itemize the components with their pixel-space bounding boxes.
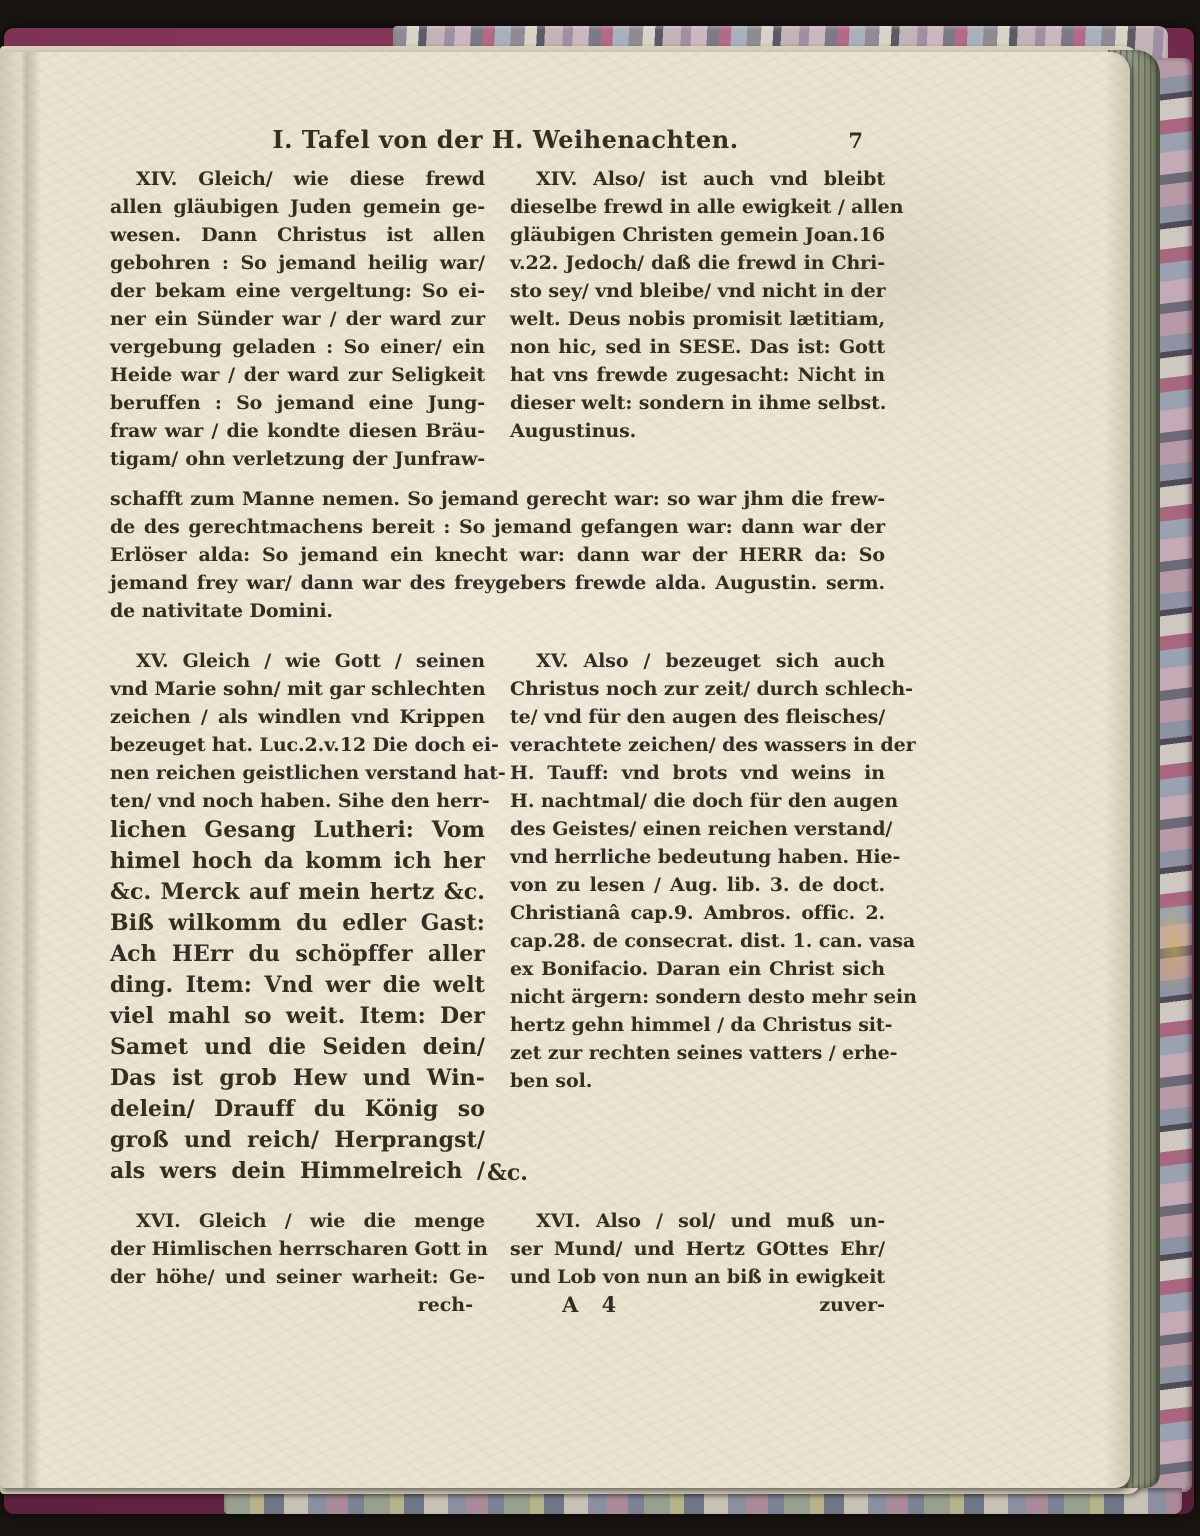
text-line: v.22. Jedoch/ daß die frewd in Chri- [510, 252, 885, 274]
text-line: XIV. Also/ ist auch vnd bleibt [536, 168, 885, 190]
text-line: ner ein Sünder war / der ward zur [110, 308, 485, 330]
text-line: nen reichen geistlichen verstand hat- [110, 762, 506, 784]
text-line: gläubigen Christen gemein Joan.16 [510, 224, 885, 246]
text-line: beruffen : So jemand eine Jung- [110, 392, 485, 414]
catchword-row [110, 1291, 885, 1319]
running-header [110, 125, 885, 163]
running-header-title: I. Tafel von der H. Weihenachten. [272, 125, 739, 154]
text-line: welt. Deus nobis promisit lætitiam, [510, 308, 885, 330]
text-line: jemand frey war/ dann war des freygebers frewde alda. Augustin. serm. [110, 572, 885, 594]
page-number: 7 [848, 128, 863, 153]
text-line: ten/ vnd noch haben. Sihe den herr- [110, 790, 490, 812]
text-line: H. Tauff: vnd brots vnd weins in [510, 762, 885, 784]
text-line: XV. Also / bezeuget sich auch [536, 650, 885, 672]
text-line: vnd Marie sohn/ mit gar schlechten [110, 678, 486, 700]
text-line: allen gläubigen Juden gemein ge- [110, 196, 485, 218]
text-line: XVI. Gleich / wie die menge [136, 1210, 485, 1232]
text-line: als wers dein Himmelreich / [110, 1158, 485, 1184]
section-xiv-full-width-paragraph [110, 485, 885, 625]
text-line: &c. Merck auf mein hertz &c. [110, 879, 485, 905]
text-line: de nativitate Domini. [110, 600, 333, 622]
text-line: ser Mund/ und Hertz GOttes Ehr/ [510, 1238, 885, 1260]
text-line: und Lob von nun an biß in ewigkeit [510, 1266, 885, 1288]
text-line: tigam/ ohn verletzung der Junfraw- [110, 448, 485, 470]
signature-mark: A 4 [562, 1292, 617, 1317]
text-line: de des gerechtmachens bereit : So jemand gefangen war: dann war der [110, 516, 885, 538]
text-line: Christus noch zur zeit/ durch schlech- [510, 678, 913, 700]
text-line: der bekam eine vergeltung: So ei- [110, 280, 485, 302]
text-line: zet zur rechten seines vatters / erhe- [510, 1042, 898, 1064]
text-line: te/ vnd für den augen des fleisches/ [510, 706, 886, 728]
text-line: XIV. Gleich/ wie diese frewd [136, 168, 485, 190]
text-line: Samet und die Seiden dein/ [110, 1034, 485, 1060]
section-xv-right-column [510, 647, 917, 1095]
text-line: Heide war / der ward zur Seligkeit [110, 364, 485, 386]
catchword-left: rech- [417, 1294, 473, 1316]
text-line: ex Bonifacio. Daran ein Christ sich [510, 958, 885, 980]
text-line: hertz gehn himmel / da Christus sit- [510, 1014, 893, 1036]
text-line: der Himlischen herrscharen Gott in [110, 1238, 488, 1260]
text-line: wesen. Dann Christus ist allen [110, 224, 485, 246]
text-line: bezeuget hat. Luc.2.v.12 Die doch ei- [110, 734, 499, 756]
text-line: delein/ Drauff du König so [110, 1096, 485, 1122]
text-line: verachtete zeichen/ des wassers in der [510, 734, 916, 756]
text-line: sto sey/ vnd bleibe/ vnd nicht in der [510, 280, 886, 302]
text-line: Biß wilkomm du edler Gast: [110, 910, 485, 936]
catchword-right: zuver- [819, 1294, 885, 1316]
text-line: fraw war / die kondte diesen Bräu- [110, 420, 485, 442]
text-line: non hic, sed in SESE. Das ist: Gott [510, 336, 885, 358]
text-line: Christianâ cap.9. Ambros. offic. 2. [510, 902, 885, 924]
text-line: des Geistes/ einen reichen verstand/ [510, 818, 893, 840]
text-line: vnd herrliche bedeutung haben. Hie- [510, 846, 901, 868]
text-line: cap.28. de consecrat. dist. 1. can. vasa [510, 930, 916, 952]
catchword-row-left [110, 1291, 485, 1319]
section-xv-left-column [110, 647, 506, 1187]
etc-abbreviation: &c. [487, 1160, 528, 1186]
page-content [110, 125, 917, 1319]
text-line: nicht ärgern: sondern desto mehr sein [510, 986, 917, 1008]
text-line: der höhe/ und seiner warheit: Ge- [110, 1266, 485, 1288]
section-xv [110, 647, 917, 1187]
text-line: viel mahl so weit. Item: Der [110, 1003, 485, 1029]
text-line: schafft zum Manne nemen. So jemand gerecht war: so war jhm die frew- [110, 488, 885, 510]
section-xvi-left-column [110, 1207, 488, 1291]
text-line: himel hoch da komm ich her [110, 848, 485, 874]
text-line: vergebung geladen : So einer/ ein [110, 336, 485, 358]
section-xiv [110, 165, 904, 473]
text-line: gebohren : So jemand heilig war/ [110, 252, 485, 274]
text-line: groß und reich/ Herprangst/ [110, 1127, 485, 1153]
section-xvi [110, 1207, 885, 1291]
section-xiv-right-column [510, 165, 904, 445]
text-line: H. nachtmal/ die doch für den augen [510, 790, 899, 812]
text-line: Augustinus. [510, 420, 637, 442]
text-line: Ach HErr du schöpffer aller [110, 941, 485, 967]
section-xiv-left-column [110, 165, 485, 473]
text-line: lichen Gesang Lutheri: Vom [110, 817, 485, 843]
text-line: ben sol. [510, 1070, 593, 1092]
text-line: Erlöser alda: So jemand ein knecht war: dann war der HERR da: So [110, 544, 885, 566]
text-line: von zu lesen / Aug. lib. 3. de doct. [510, 874, 885, 896]
text-line: hat vns frewde zugesacht: Nicht in [510, 364, 885, 386]
book-page [0, 52, 1130, 1488]
text-line: zeichen / als windlen vnd Krippen [110, 706, 485, 728]
text-line: ding. Item: Vnd wer die welt [110, 972, 485, 998]
section-xvi-right-column [510, 1207, 885, 1291]
text-line: XVI. Also / sol/ und muß un- [536, 1210, 885, 1232]
text-line: dieser welt: sondern in ihme selbst. [510, 392, 887, 414]
text-line: dieselbe frewd in alle ewigkeit / allen [510, 196, 904, 218]
text-line: XV. Gleich / wie Gott / seinen [136, 650, 485, 672]
catchword-row-right [510, 1291, 885, 1319]
text-line: Das ist grob Hew und Win- [110, 1065, 485, 1091]
